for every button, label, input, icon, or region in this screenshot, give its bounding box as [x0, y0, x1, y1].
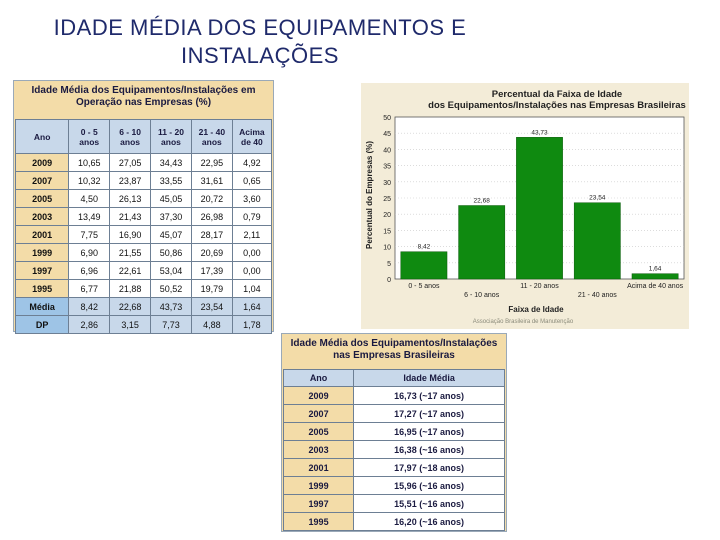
value-cell: 50,86 — [151, 244, 192, 262]
y-tick-label: 5 — [387, 260, 391, 268]
value-cell: 13,49 — [69, 208, 110, 226]
chart-plot-area — [383, 115, 684, 299]
table-row — [284, 387, 505, 405]
column-header — [232, 120, 271, 154]
title-line2: nas Empresas Brasileiras — [333, 350, 455, 361]
avg-age-table-panel — [281, 333, 507, 532]
value-cell: 16,90 — [110, 226, 151, 244]
y-tick-label: 0 — [387, 277, 391, 284]
avg-age-cell: 15,96 (~16 anos) — [354, 477, 505, 495]
data-label: 1,64 — [648, 265, 662, 273]
value-cell: 21,88 — [110, 280, 151, 298]
year-cell: 2009 — [284, 387, 354, 405]
year-cell: 2005 — [284, 423, 354, 441]
row-label: Média — [16, 298, 69, 316]
value-cell: 6,90 — [69, 244, 110, 262]
value-cell: 37,30 — [151, 208, 192, 226]
bar — [574, 203, 620, 279]
year-cell: 1995 — [16, 280, 69, 298]
value-cell: 17,39 — [191, 262, 232, 280]
value-cell: 50,52 — [151, 280, 192, 298]
avg-age-cell: 16,20 (~16 anos) — [354, 513, 505, 531]
table-row — [16, 226, 272, 244]
value-cell: 33,55 — [151, 172, 192, 190]
header-line2: anos — [79, 136, 100, 147]
year-cell: 2007 — [284, 405, 354, 423]
year-cell: 1997 — [284, 495, 354, 513]
value-cell: 0,65 — [232, 172, 271, 190]
table-row — [284, 423, 505, 441]
slide-title-line2: INSTALAÇÕES — [181, 43, 339, 68]
x-tick-label: 0 - 5 anos — [408, 283, 440, 290]
average-row — [16, 298, 272, 316]
avg-age-cell: 15,51 (~16 anos) — [354, 495, 505, 513]
column-header — [191, 120, 232, 154]
table-row — [16, 190, 272, 208]
column-header: Idade Média — [354, 370, 505, 387]
slide-title-line1: IDADE MÉDIA DOS EQUIPAMENTOS E — [53, 15, 467, 40]
age-distribution-table — [15, 119, 272, 334]
header-line1: Ano — [33, 131, 51, 142]
value-cell: 0,79 — [232, 208, 271, 226]
year-cell: 1999 — [284, 477, 354, 495]
value-cell: 19,79 — [191, 280, 232, 298]
avg-age-table-title — [282, 338, 506, 362]
value-cell: 0,00 — [232, 244, 271, 262]
header-line2: de 40 — [241, 136, 263, 147]
chart-ylabel: Percentual do Empresas (%) — [365, 140, 374, 250]
year-cell: 1997 — [16, 262, 69, 280]
chart-subtitle: dos Equipamentos/Instalações nas Empresas Brasileiras — [428, 100, 686, 111]
year-cell: 2003 — [16, 208, 69, 226]
value-cell: 26,98 — [191, 208, 232, 226]
row-label: DP — [16, 316, 69, 334]
header-line2: anos — [201, 136, 222, 147]
y-tick-label: 10 — [383, 244, 391, 252]
value-cell: 0,00 — [232, 262, 271, 280]
header-line1: 11 - 20 — [157, 126, 184, 137]
table-row — [284, 405, 505, 423]
value-cell: 1,64 — [232, 298, 271, 316]
table-row — [16, 280, 272, 298]
data-label: 23,54 — [589, 194, 606, 202]
table-row — [284, 513, 505, 531]
value-cell: 43,73 — [151, 298, 192, 316]
avg-age-cell: 17,27 (~17 anos) — [354, 405, 505, 423]
year-cell: 2001 — [284, 459, 354, 477]
value-cell: 23,54 — [191, 298, 232, 316]
value-cell: 3,60 — [232, 190, 271, 208]
value-cell: 7,73 — [151, 316, 192, 334]
column-header — [69, 120, 110, 154]
chart-xlabel: Faixa de Idade — [508, 305, 564, 314]
bar — [516, 137, 562, 279]
header-line1: 21 - 40 — [198, 126, 226, 137]
table-row — [284, 477, 505, 495]
avg-age-cell: 16,73 (~17 anos) — [354, 387, 505, 405]
value-cell: 7,75 — [69, 226, 110, 244]
value-cell: 21,55 — [110, 244, 151, 262]
header-line2: anos — [120, 136, 140, 147]
table-row — [284, 441, 505, 459]
value-cell: 4,50 — [69, 190, 110, 208]
data-label: 8,42 — [417, 243, 431, 251]
bar — [632, 274, 678, 279]
value-cell: 1,04 — [232, 280, 271, 298]
table-row — [16, 154, 272, 172]
column-header — [110, 120, 151, 154]
std-dev-row — [16, 316, 272, 334]
table-row — [16, 208, 272, 226]
value-cell: 3,15 — [110, 316, 151, 334]
table-row — [284, 459, 505, 477]
value-cell: 6,77 — [69, 280, 110, 298]
title-line1: Idade Média dos Equipamentos/Instalações — [290, 338, 498, 349]
header-line1: 0 - 5 — [80, 126, 98, 137]
value-cell: 26,13 — [110, 190, 151, 208]
table-row — [16, 244, 272, 262]
age-distribution-table-panel — [13, 80, 274, 332]
avg-age-cell: 17,97 (~18 anos) — [354, 459, 505, 477]
header-line2: anos — [161, 136, 181, 147]
data-label: 43,73 — [531, 129, 548, 137]
age-range-chart — [361, 83, 689, 329]
value-cell: 8,42 — [69, 298, 110, 316]
x-tick-label: Acima de 40 anos — [627, 283, 684, 290]
data-label: 22,68 — [473, 197, 490, 205]
value-cell: 23,87 — [110, 172, 151, 190]
chart-title: Percentual da Faixa de Idade — [491, 89, 623, 100]
x-tick-label: 21 - 40 anos — [577, 292, 617, 299]
y-tick-label: 25 — [383, 196, 391, 203]
value-cell: 4,92 — [232, 154, 271, 172]
slide-title — [0, 14, 520, 70]
year-cell: 1995 — [284, 513, 354, 531]
y-tick-label: 40 — [383, 147, 391, 155]
value-cell: 53,04 — [151, 262, 192, 280]
value-cell: 1,78 — [232, 316, 271, 334]
value-cell: 2,86 — [69, 316, 110, 334]
avg-age-cell: 16,95 (~17 anos) — [354, 423, 505, 441]
value-cell: 4,88 — [191, 316, 232, 334]
title-line2: Operação nas Empresas (%) — [75, 97, 212, 108]
value-cell: 20,69 — [191, 244, 232, 262]
year-cell: 2009 — [16, 154, 69, 172]
y-tick-label: 35 — [383, 163, 391, 171]
value-cell: 22,61 — [110, 262, 151, 280]
value-cell: 21,43 — [110, 208, 151, 226]
chart-svg — [361, 83, 689, 329]
age-distribution-table-title — [14, 85, 273, 109]
year-cell: 2007 — [16, 172, 69, 190]
avg-age-cell: 16,38 (~16 anos) — [354, 441, 505, 459]
bar — [459, 206, 505, 279]
year-cell: 1999 — [16, 244, 69, 262]
year-cell: 2003 — [284, 441, 354, 459]
x-tick-label: 11 - 20 anos — [520, 283, 559, 290]
table-row — [284, 495, 505, 513]
value-cell: 6,96 — [69, 262, 110, 280]
value-cell: 31,61 — [191, 172, 232, 190]
value-cell: 10,65 — [69, 154, 110, 172]
value-cell: 20,72 — [191, 190, 232, 208]
table-row — [16, 262, 272, 280]
title-line1: Idade Média dos Equipamentos/Instalações em — [31, 85, 256, 96]
bar — [401, 252, 447, 279]
value-cell: 45,07 — [151, 226, 192, 244]
value-cell: 10,32 — [69, 172, 110, 190]
column-header — [151, 120, 192, 154]
chart-source: Associação Brasileira de Manutenção — [472, 319, 574, 325]
y-tick-label: 30 — [383, 179, 391, 187]
y-tick-label: 50 — [383, 115, 391, 122]
column-header — [16, 120, 69, 154]
avg-age-table — [283, 369, 505, 531]
value-cell: 22,95 — [191, 154, 232, 172]
value-cell: 34,43 — [151, 154, 192, 172]
value-cell: 2,11 — [232, 226, 271, 244]
y-tick-label: 20 — [383, 212, 391, 220]
y-tick-label: 45 — [383, 131, 391, 139]
value-cell: 27,05 — [110, 154, 151, 172]
y-tick-label: 15 — [383, 228, 391, 236]
value-cell: 28,17 — [191, 226, 232, 244]
year-cell: 2005 — [16, 190, 69, 208]
value-cell: 22,68 — [110, 298, 151, 316]
table-row — [16, 172, 272, 190]
year-cell: 2001 — [16, 226, 69, 244]
value-cell: 45,05 — [151, 190, 192, 208]
x-tick-label: 6 - 10 anos — [464, 292, 500, 299]
column-header: Ano — [284, 370, 354, 387]
header-line1: Acima — [239, 126, 265, 137]
header-line1: 6 - 10 — [119, 126, 141, 137]
